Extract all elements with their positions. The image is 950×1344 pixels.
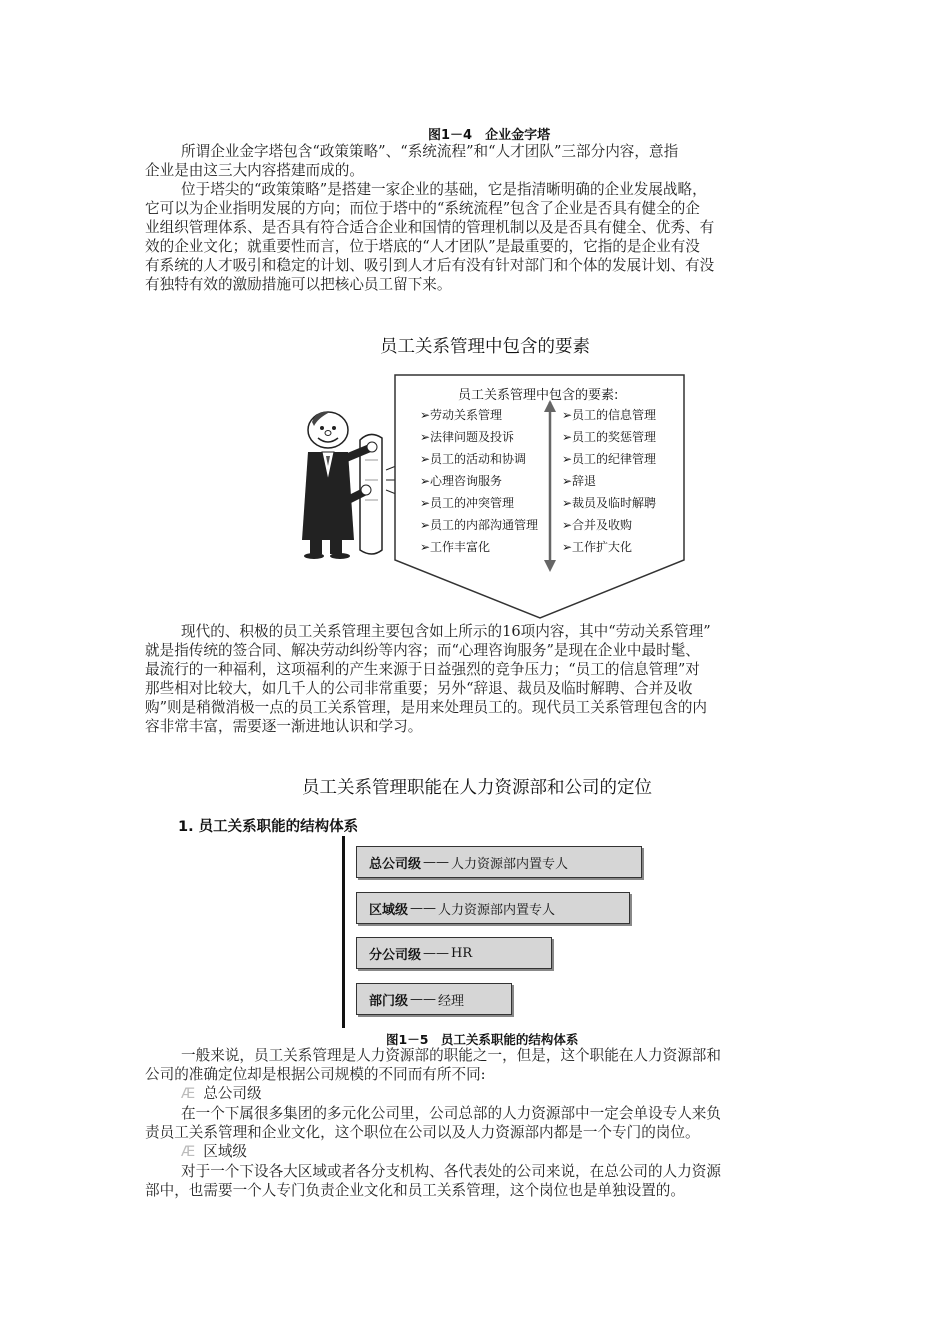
element-item-right: ➢裁员及临时解聘: [562, 496, 657, 510]
para-line: 购”则是稍微消极一点的员工关系管理，是用来处理员工的。现代员工关系管理包含的内: [145, 699, 708, 716]
para-line: 部中，也需要一个人专门负责企业文化和员工关系管理，这个岗位也是单独设置的。: [145, 1182, 685, 1199]
element-item-left: ➢员工的活动和协调: [420, 452, 527, 466]
subheading-structure: 1. 员工关系职能的结构体系: [178, 819, 359, 835]
element-item-left: ➢员工的冲突管理: [420, 496, 515, 510]
paragraph-pyramid-intro: [145, 142, 807, 180]
paragraph-region: [145, 1162, 807, 1200]
paragraph-positioning-intro: [145, 1046, 807, 1084]
element-item-left: ➢员工的内部沟通管理: [420, 518, 539, 532]
bullet-icon: Æ: [181, 1143, 196, 1160]
level-desc: 人力资源部内置专人: [451, 856, 569, 872]
level-name: 区域级: [369, 902, 409, 918]
para-line: 企业是由这三大内容搭建而成的。: [145, 162, 364, 179]
paragraph-headquarters: [145, 1104, 807, 1142]
level-name: 部门级: [369, 993, 409, 1009]
element-item-right: ➢合并及收购: [562, 518, 633, 532]
para-line: 公司的准确定位却是根据公司规模的不同而有所不同:: [145, 1066, 486, 1083]
level-name: 分公司级: [369, 947, 422, 963]
para-line: 效的企业文化；就重要性而言，位于塔底的“人才团队”是最重要的，它指的是企业有没: [145, 238, 700, 255]
level-desc: 人力资源部内置专人: [438, 902, 556, 918]
element-item-right: ➢员工的信息管理: [562, 408, 657, 422]
para-line: 位于塔尖的“政策策略”是搭建一家企业的基础，它是指清晰明确的企业发展战略，: [181, 181, 707, 198]
para-line: 就是指传统的签合同、解决劳动纠纷等内容；而“心理咨询服务”是现在企业中最时髦、: [145, 642, 700, 659]
element-item-right: ➢辞退: [562, 474, 597, 488]
bullet-icon: Æ: [181, 1085, 196, 1102]
para-line: 所谓企业金字塔包含“政策策略”、“系统流程”和“人才团队”三部分内容，意指: [181, 143, 679, 160]
bullet-label: 总公司级: [203, 1085, 262, 1102]
level-box-department: [356, 983, 512, 1015]
level-desc: HR: [451, 945, 473, 961]
para-line: 最流行的一种福利，这项福利的产生来源于日益强烈的竞争压力；“员工的信息管理”对: [145, 661, 700, 678]
level-separator: ——: [410, 900, 437, 916]
level-box-branch: [356, 937, 552, 969]
paragraph-elements-detail: [145, 622, 807, 736]
element-item-left: ➢工作丰富化: [420, 540, 491, 554]
para-line: 责员工关系管理和企业文化，这个职位在公司以及人力资源部内都是一个专门的岗位。: [145, 1124, 700, 1141]
bullet-region: [181, 1142, 247, 1161]
para-line: 现代的、积极的员工关系管理主要包含如上所示的16项内容，其中“劳动关系管理”: [181, 623, 711, 640]
para-line: 有系统的人才吸引和稳定的计划、吸引到人才后有没有针对部门和个体的发展计划、有没: [145, 257, 715, 274]
para-line: 它可以为企业指明发展的方向；而位于塔中的“系统流程”包含了企业是否具有健全的企: [145, 200, 700, 217]
para-line: 业组织管理体系、是否具有符合适合企业和国情的管理机制以及是否具有健全、优秀、有: [145, 219, 715, 236]
figure-caption-1-4: 图1－4 企业金字塔: [428, 128, 551, 143]
paragraph-pyramid-detail: [145, 180, 807, 294]
para-line: 有独特有效的激励措施可以把核心员工留下来。: [145, 276, 452, 293]
para-line: 对于一个下设各大区域或者各分支机构、各代表处的公司来说，在总公司的人力资源: [181, 1163, 721, 1180]
level-name: 总公司级: [369, 856, 422, 872]
level-desc: 经理: [438, 993, 465, 1009]
elements-box-title: 员工关系管理中包含的要素:: [458, 388, 619, 403]
para-line: 那些相对比较大，如几千人的公司非常重要；另外“辞退、裁员及临时解聘、合并及收: [145, 680, 693, 697]
para-line: 容非常丰富，需要逐一渐进地认识和学习。: [145, 718, 423, 735]
bullet-headquarters: [181, 1084, 262, 1103]
structure-vertical-line: [342, 836, 345, 1028]
bullet-label: 区域级: [203, 1143, 248, 1160]
level-separator: ——: [423, 854, 450, 870]
element-item-left: ➢劳动关系管理: [420, 408, 503, 422]
para-line: 一般来说，员工关系管理是人力资源部的职能之一，但是，这个职能在人力资源部和: [181, 1047, 721, 1064]
section-heading-elements: 员工关系管理中包含的要素: [380, 337, 590, 357]
level-box-region: [356, 892, 630, 924]
element-item-left: ➢心理咨询服务: [420, 474, 503, 488]
level-separator: ——: [423, 945, 450, 961]
element-item-left: ➢法律问题及投诉: [420, 430, 515, 444]
para-line: 在一个下属很多集团的多元化公司里，公司总部的人力资源部中一定会单设专人来负: [181, 1105, 721, 1122]
element-item-right: ➢工作扩大化: [562, 540, 633, 554]
level-separator: ——: [410, 991, 437, 1007]
element-item-right: ➢员工的奖惩管理: [562, 430, 657, 444]
element-item-right: ➢员工的纪律管理: [562, 452, 657, 466]
figure-caption-1-5: 图1－5 员工关系职能的结构体系: [386, 1032, 579, 1047]
level-box-headquarters: [356, 846, 642, 878]
section-heading-positioning: 员工关系管理职能在人力资源部和公司的定位: [302, 778, 652, 798]
